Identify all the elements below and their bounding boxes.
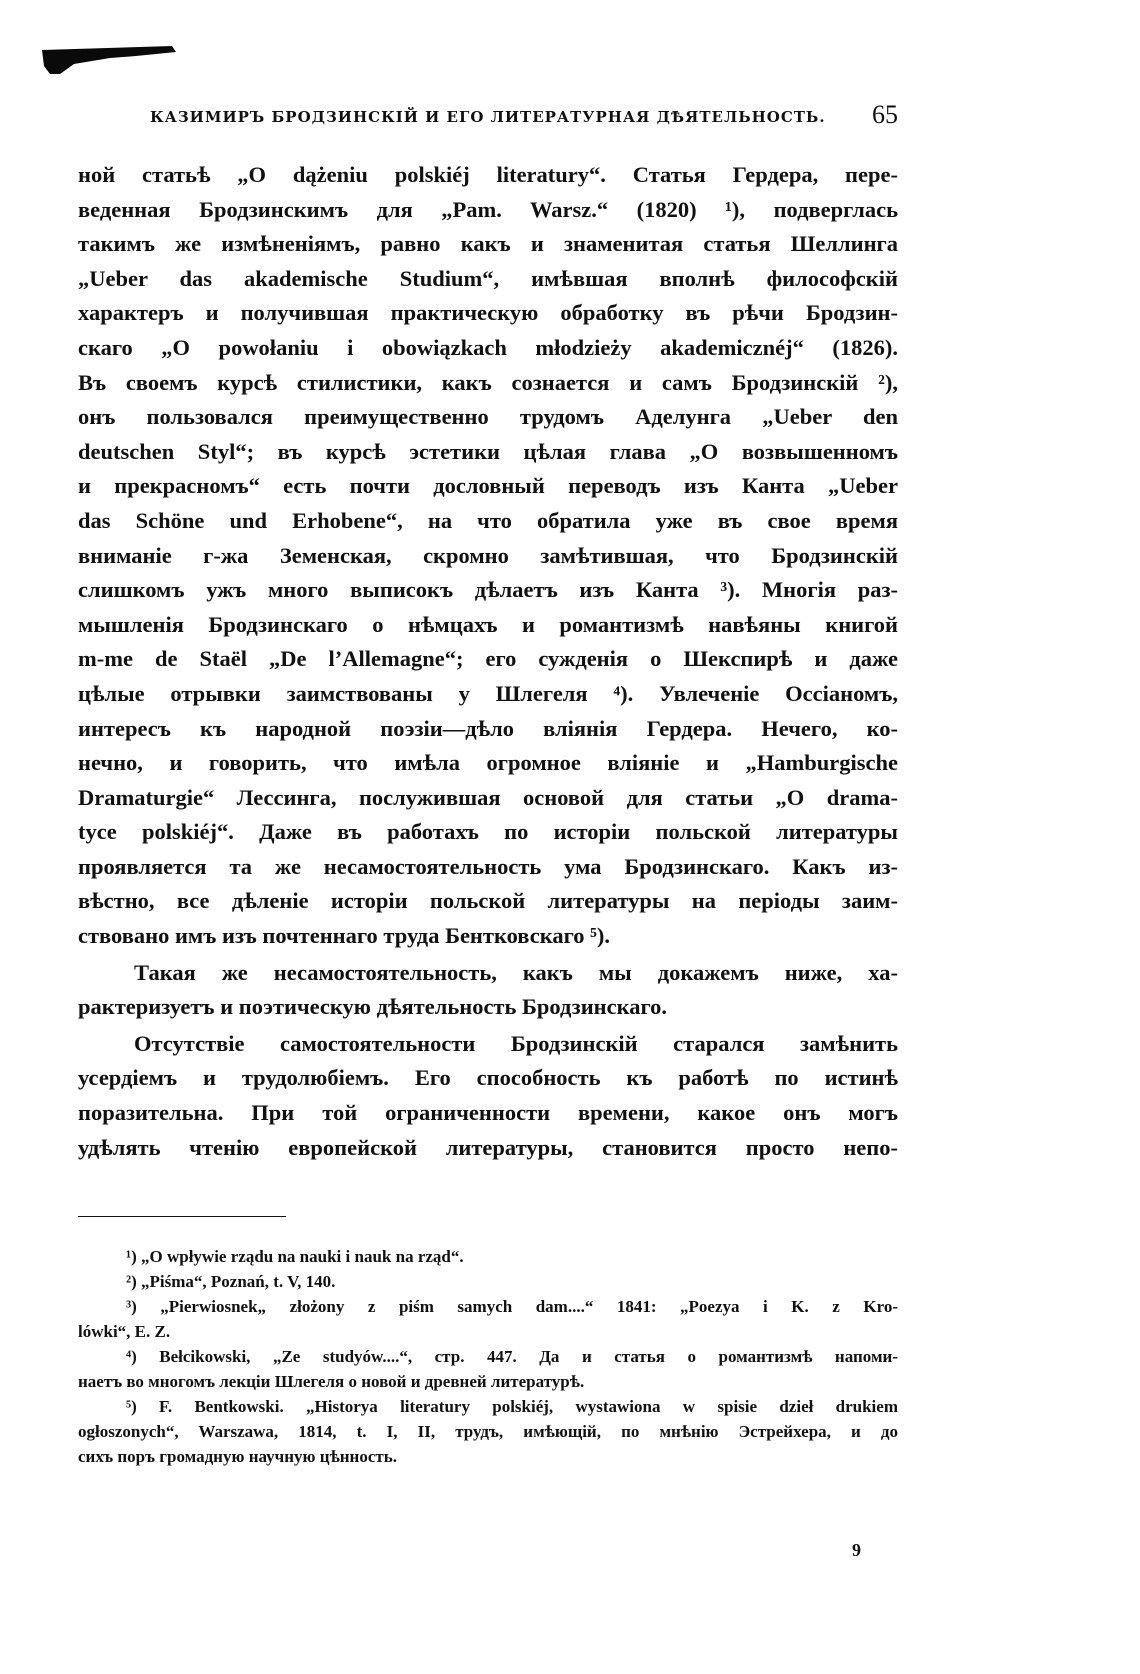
text-line: онъ пользовался преимущественно трудомъ Аделунга „Ueber den (78, 404, 898, 430)
text-line: и прекрасномъ“ есть почти дословный переводъ изъ Канта „Ueber (78, 473, 898, 499)
text-line: ной статьѣ „O dążeniu polskiéj literatury“. Статья Гердера, пере- (78, 162, 898, 187)
text-line: проявляется та же несамостоятельность ума Бродзинскаго. Какъ из- (78, 853, 898, 879)
text-line: Отсутствіе самостоятельности Бродзинскій старался замѣнить (134, 1030, 898, 1056)
text-line: вниманіе г-жа Земенская, скромно замѣтившая, что Бродзинскій (78, 542, 898, 568)
paragraph-1 (78, 158, 898, 954)
text-line: усердіемъ и трудолюбіемъ. Его способность къ работѣ по истинѣ (78, 1065, 898, 1091)
footnote-line: сихъ поръ громадную научную цѣнность. (78, 1447, 397, 1466)
text-line: das Schöne und Erhobene“, на что обратила уже въ свое время (78, 507, 898, 533)
page-number: 65 (872, 100, 898, 129)
text-line: ствовано имъ изъ почтеннаго труда Бентковскаго ⁵). (78, 923, 610, 949)
footnote-line: ogłoszonych“, Warszawa, 1814, t. I, II, трудъ, имѣющій, по мнѣнію Эстрейхера, и до (78, 1422, 898, 1441)
paragraph-3 (78, 1027, 898, 1165)
text-line: deutschen Styl“; въ курсѣ эстетики цѣлая глава „О возвышенномъ (78, 438, 898, 464)
text-line: m-me de Staël „De l’Allemagne“; его сужденія о Шекспирѣ и даже (78, 646, 898, 672)
text-line: скаго „O powołaniu i obowiązkach młodzieży akademicznéj“ (1826). (78, 334, 898, 360)
footnote-4 (78, 1344, 898, 1394)
paragraph-2 (78, 956, 898, 1025)
text-line: характеръ и получившая практическую обработку въ рѣчи Бродзин- (78, 300, 898, 326)
text-line: интересъ къ народной поэзіи—дѣло вліянія Гердера. Нечего, ко- (78, 715, 898, 741)
running-head: КАЗИМИРЪ БРОДЗИНСКІЙ И ЕГО ЛИТЕРАТУРНАЯ ДѢЯТЕЛЬНОСТЬ. (150, 108, 826, 126)
footnote-line: ¹) „O wpływie rządu na nauki i nauk na rząd“. (126, 1247, 464, 1266)
signature-mark: 9 (852, 1540, 861, 1560)
text-line: Dramaturgie“ Лессинга, послужившая основой для статьи „O drama- (78, 784, 898, 810)
text-line: нечно, и говорить, что имѣла огромное вліяніе и „Hamburgische (78, 750, 898, 776)
footnote-line: lówki“, E. Z. (78, 1322, 171, 1341)
footnote-line: ⁴) Bełcikowski, „Ze studyów....“, стр. 447. Да и статья о романтизмѣ напоми- (126, 1347, 898, 1366)
text-line: мышленія Бродзинскаго о нѣмцахъ и романтизмѣ навѣяны книгой (78, 611, 898, 637)
text-line: вѣстно, все дѣленіе исторіи польской литературы на періоды заим- (78, 888, 898, 914)
text-line: „Ueber das akademische Studium“, имѣвшая вполнѣ философскій (78, 265, 898, 291)
text-line: Въ своемъ курсѣ стилистики, какъ сознается и самъ Бродзинскій ²), (78, 369, 898, 395)
footnote-3 (78, 1294, 898, 1344)
text-line: цѣлые отрывки заимствованы у Шлегеля ⁴). Увлеченіе Оссіаномъ, (78, 680, 898, 706)
scan-artifact-mark (40, 44, 180, 76)
footnotes (78, 1244, 898, 1469)
footnote-line: ²) „Piśma“, Poznań, t. V, 140. (126, 1272, 336, 1291)
main-text (78, 158, 898, 1165)
footnote-line: ³) „Pierwiosnek„ złożony z piśm samych dam....“ 1841: „Poezya i K. z Kro- (126, 1297, 898, 1316)
footnote-1 (78, 1244, 898, 1269)
text-line: слишкомъ ужъ много выписокъ дѣлаетъ изъ Канта ³). Многія раз- (78, 577, 898, 603)
text-line: поразительна. При той ограниченности времени, какое онъ могъ (78, 1100, 898, 1126)
footnote-2 (78, 1269, 898, 1294)
text-line: tyce polskiéj“. Даже въ работахъ по исторіи польской литературы (78, 819, 898, 845)
footnote-5 (78, 1394, 898, 1469)
text-line: веденная Бродзинскимъ для „Pam. Warsz.“ (1820) ¹), подверглась (78, 196, 898, 222)
page-header (78, 98, 898, 138)
footnote-line: ⁵) F. Bentkowski. „Historya literatury polskiéj, wystawiona w spisie dzieł drukiem (126, 1397, 898, 1416)
text-line: Такая же несамостоятельность, какъ мы докажемъ ниже, ха- (134, 959, 898, 985)
text-line: удѣлять чтенію европейской литературы, становится просто непо- (78, 1134, 898, 1160)
footnote-rule (78, 1216, 286, 1217)
footnote-line: наетъ во многомъ лекціи Шлегеля о новой и древней литературѣ. (78, 1372, 585, 1391)
text-line: рактеризуетъ и поэтическую дѣятельность Бродзинскаго. (78, 994, 668, 1020)
text-line: такимъ же измѣненіямъ, равно какъ и знаменитая статья Шеллинга (78, 231, 898, 257)
